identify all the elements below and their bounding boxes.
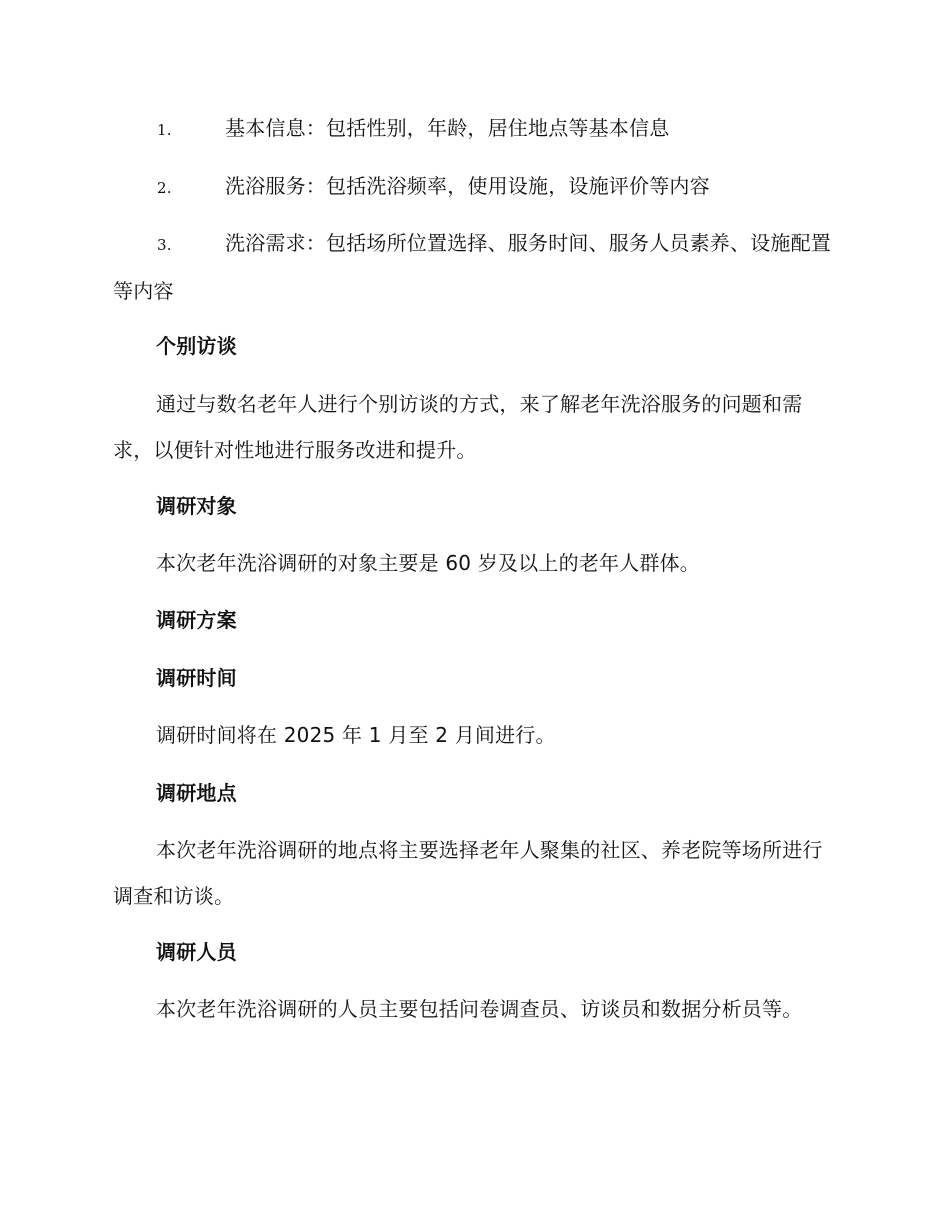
- list-item-1: [113, 105, 833, 153]
- list-number: 2.: [157, 179, 172, 197]
- section-heading-target: 调研对象: [156, 494, 237, 518]
- section-heading-time: 调研时间: [156, 666, 237, 690]
- list-number: 3.: [157, 236, 172, 254]
- section-body-location: 本次老年洗浴调研的地点将主要选择老年人聚集的社区、养老院等场所进行调查和访谈。: [113, 838, 823, 908]
- section-heading-interview: 个别访谈: [156, 334, 237, 358]
- list-text: 基本信息：包括性别，年龄，居住地点等基本信息: [225, 116, 670, 140]
- section-body-time: 调研时间将在 2025 年 1 月至 2 月间进行。: [156, 723, 556, 747]
- list-item-2: [113, 163, 833, 211]
- section-heading-staff: 调研人员: [156, 940, 237, 964]
- list-text: 洗浴需求：包括场所位置选择、服务时间、服务人员素养、设施配置等内容: [113, 231, 831, 303]
- list-item-3: [113, 220, 833, 314]
- section-body-interview: 通过与数名老年人进行个别访谈的方式，来了解老年洗浴服务的问题和需求，以便针对性地进行服务改进和提升。: [113, 392, 803, 462]
- section-heading-plan: 调研方案: [156, 608, 237, 632]
- section-body-target: 本次老年洗浴调研的对象主要是 60 岁及以上的老年人群体。: [156, 551, 700, 575]
- section-heading-location: 调研地点: [156, 781, 237, 805]
- list-number: 1.: [157, 121, 172, 139]
- list-text: 洗浴服务：包括洗浴频率，使用设施，设施评价等内容: [225, 174, 710, 198]
- section-body-staff: 本次老年洗浴调研的人员主要包括问卷调查员、访谈员和数据分析员等。: [156, 997, 803, 1021]
